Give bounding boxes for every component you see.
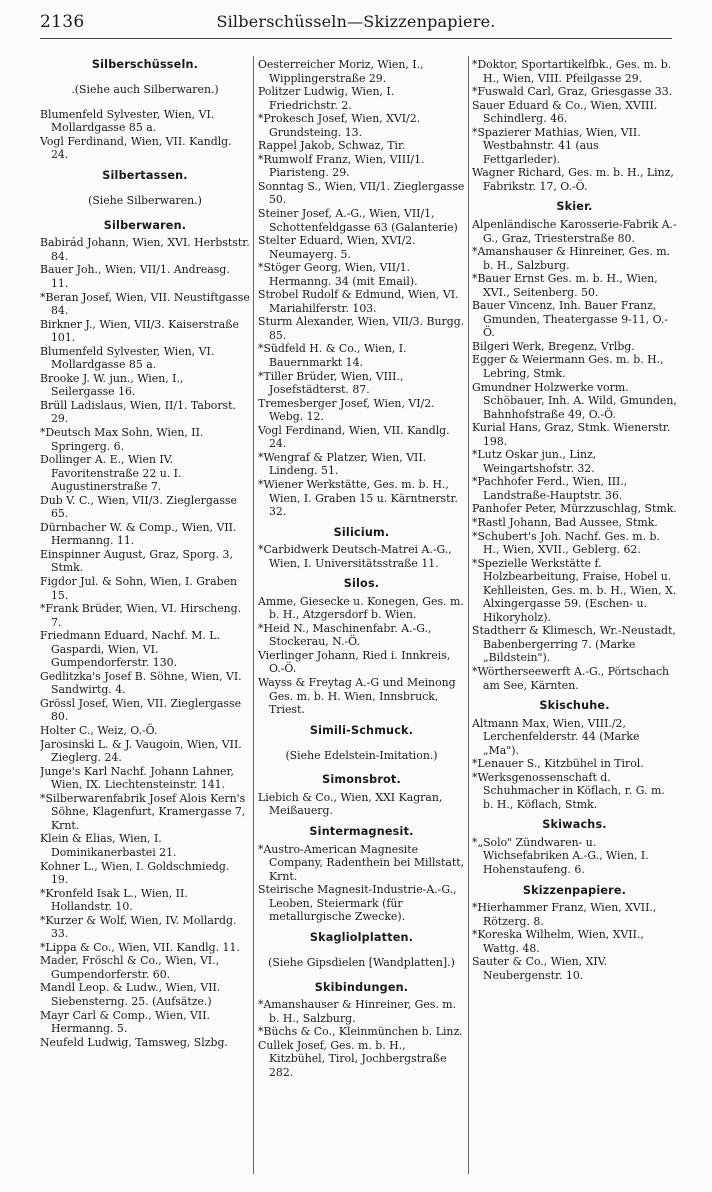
directory-entry: Liebich & Co., Wien, XXI Kagran, Meißauerg.: [258, 790, 443, 818]
section-heading: Skischuhe.: [539, 699, 610, 713]
directory-entry: Holter C., Weiz, O.-Ö.: [40, 724, 158, 738]
column-divider: [253, 56, 254, 1174]
directory-entry: *Lutz Oskar jun., Linz, Weingartshofstr. 32.: [472, 448, 597, 475]
directory-entry: *Beran Josef, Wien, VII. Neustiftgasse 84.: [40, 290, 250, 318]
directory-entry: *Kronfeld Isak L., Wien, II. Hollandstr. 10.: [40, 886, 188, 914]
directory-entry: *Rumwolf Franz, Wien, VIII/1. Piaristeng. 29.: [258, 152, 425, 180]
directory-entry: *Südfeld H. & Co., Wien, I. Bauernmarkt 14.: [258, 342, 407, 370]
directory-entry: Vogl Ferdinand, Wien, VII. Kandlg. 24.: [40, 134, 232, 162]
directory-entry: Klein & Elias, Wien, I. Dominikanerbastei 21.: [40, 832, 177, 859]
section-heading: Skizzenpapiere.: [522, 883, 627, 897]
section-heading: Skibindungen.: [314, 980, 409, 994]
running-title: Silberschüsseln—Skizzenpapiere.: [216, 12, 496, 31]
directory-entry: Babirád Johann, Wien, XVI. Herbststr. 84.: [40, 236, 250, 263]
directory-entry: *Prokesch Josef, Wien, XVI/2. Grundsteing. 13.: [258, 112, 421, 139]
directory-entry: *Wiener Werkstätte, Ges. m. b. H., Wien, I. Graben 15 u. Kärntnerstr. 32.: [258, 477, 458, 519]
column-1: [40, 58, 250, 1178]
directory-entry: Altmann Max, Wien, VIII./2, Lerchenfelderstr. 44 (Marke „Ma").: [472, 716, 640, 757]
directory-entry: *Bauer Ernst Ges. m. b. H., Wien, XVI., Seitenberg. 50.: [472, 272, 658, 299]
directory-entry: *Deutsch Max Sohn, Wien, II. Springerg. 6.: [40, 426, 204, 453]
directory-entry: Panhofer Peter, Mürzzuschlag, Stmk.: [472, 502, 677, 516]
directory-entry: *Silberwarenfabrik Josef Alois Kern's Söhne, Klagenfurt, Kramergasse 7, Krnt.: [40, 791, 246, 832]
section-heading: Simonsbrot.: [322, 773, 401, 787]
cross-reference-note: (Siehe Gipsdielen [Wandplatten].): [268, 956, 455, 970]
directory-entry: *Pachhofer Ferd., Wien, III., Landstraße-Hauptstr. 36.: [472, 475, 628, 502]
cross-reference-note: .(Siehe auch Silberwaren.): [71, 83, 219, 97]
directory-entry: *Frank Brüder, Wien, VI. Hirscheng. 7.: [40, 602, 242, 629]
directory-entry: Rappel Jakob, Schwaz, Tir.: [258, 139, 406, 153]
directory-entry: Politzer Ludwig, Wien, I. Friedrichstr. 2.: [258, 85, 395, 112]
directory-entry: *Spezielle Werkstätte f. Holzbearbeitung, Fraise, Hobel u. Kehlleisten, Ges. m. b. H., Wien, X. Alxingergasse 59. (Eschen- u. Hikoryholz).: [472, 556, 677, 624]
directory-entry: *Amanshauser & Hinreiner, Ges. m. b. H., Salzburg.: [472, 245, 671, 272]
directory-entry: Steiner Josef, A.-G., Wien, VII/1, Schottenfeldgasse 63 (Galanterie): [258, 207, 458, 234]
directory-entry: *Carbidwerk Deutsch-Matrei A.-G., Wien, I. Universitätsstraße 11.: [258, 543, 452, 570]
page-header: [40, 12, 672, 38]
directory-entry: Kurial Hans, Graz, Stmk. Wienerstr. 198.: [472, 421, 671, 448]
section-heading: Silbertassen.: [102, 169, 188, 183]
directory-entry: Dollinger A. E., Wien IV. Favoritenstraße 22 u. I. Augustinerstraße 7.: [40, 453, 182, 494]
directory-entry: *„Solo" Zündwaren- u. Wichsefabriken A.-G., Wien, I. Hohenstaufeng. 6.: [472, 835, 649, 877]
directory-entry: Alpenländische Karosserie-Fabrik A.-G., Graz, Triesterstraße 80.: [472, 217, 677, 245]
directory-entry: *Büchs & Co., Kleinmünchen b. Linz.: [258, 1025, 463, 1039]
directory-entry: *Fuswald Carl, Graz, Griesgasse 33.: [472, 85, 673, 99]
directory-entry: Friedmann Eduard, Nachf. M. L. Gaspardi, Wien, VI. Gumpendorferstr. 130.: [40, 629, 220, 670]
section-heading: Silicium.: [333, 525, 390, 539]
directory-entry: Wagner Richard, Ges. m. b. H., Linz, Fabrikstr. 17, O.-Ö.: [472, 166, 674, 193]
directory-entry: *Amanshauser & Hinreiner, Ges. m. b. H., Salzburg.: [258, 998, 457, 1025]
directory-entry: Bauer Vincenz, Inh. Bauer Franz, Gmunden, Theatergasse 9-11, O.-Ö.: [472, 299, 669, 340]
directory-entry: *Spazierer Mathias, Wien, VII. Westbahnstr. 41 (aus Fettgarleder).: [472, 125, 641, 166]
directory-entry: Oesterreicher Moriz, Wien, I., Wipplingerstraße 29.: [258, 58, 424, 85]
directory-entry: Vierlinger Johann, Ried i. Innkreis, O.-Ö.: [258, 648, 451, 676]
directory-entry: *Werksgenossenschaft d. Schuhmacher in Köflach, r. G. m. b. H., Köflach, Stmk.: [472, 770, 665, 811]
directory-entry: Mandl Leop. & Ludw., Wien, VII. Siebensterng. 25. (Aufsätze.): [40, 981, 221, 1008]
cross-reference-note: (Siehe Edelstein-Imitation.): [285, 749, 438, 762]
section-heading: Simili-Schmuck.: [309, 723, 414, 737]
column-divider: [468, 56, 469, 1174]
directory-entry: Egger & Weiermann Ges. m. b. H., Lebring, Stmk.: [472, 353, 664, 380]
directory-entry: Tremesberger Josef, Wien, VI/2. Webg. 12.: [258, 396, 435, 424]
directory-entry: Mader, Fröschl & Co., Wien, VI., Gumpendorferstr. 60.: [40, 954, 220, 981]
section-heading: Silos.: [343, 577, 380, 591]
directory-entry: Mayr Carl & Comp., Wien, VII. Hermanng. 5.: [40, 1008, 210, 1036]
directory-entry: *Koreska Wilhelm, Wien, XVII., Wattg. 48.: [472, 928, 644, 955]
section-heading: Skagliolplatten.: [309, 930, 414, 944]
directory-entry: Dürnbacher W. & Comp., Wien, VII. Hermanng. 11.: [40, 520, 237, 548]
directory-entry: Stelter Eduard, Wien, XVI/2. Neumayerg. 5.: [258, 234, 416, 261]
directory-entry: *Schubert's Joh. Nachf. Ges. m. b. H., Wien, XVII., Geblerg. 62.: [472, 529, 660, 557]
directory-entry: Strobel Rudolf & Edmund, Wien, VI. Mariahilferstr. 103.: [258, 288, 459, 315]
directory-entry: Stadtherr & Klimesch, Wr.-Neustadt, Babenbergerring 7. (Marke „Bildstein").: [472, 624, 676, 665]
directory-entry: Junge's Karl Nachf. Johann Lahner, Wien, IX. Liechtensteinstr. 141.: [40, 764, 234, 792]
directory-entry: *Wengraf & Platzer, Wien, VII. Lindeng. 51.: [258, 450, 427, 478]
directory-entry: Cullek Josef, Ges. m. b. H., Kitzbühel, Tirol, Jochbergstraße 282.: [258, 1038, 447, 1079]
section-heading: Sintermagnesit.: [309, 825, 414, 839]
directory-entry: Brüll Ladislaus, Wien, II/1. Taborst. 29.: [40, 398, 236, 426]
section-heading: Skier.: [556, 200, 593, 214]
column-3: [472, 58, 677, 1178]
directory-entry: Brooke J. W. jun., Wien, I., Seilergasse 16.: [40, 371, 184, 399]
section-heading: Skiwachs.: [542, 818, 607, 832]
directory-entry: *Kurzer & Wolf, Wien, IV. Mollardg. 33.: [40, 913, 237, 941]
directory-entry: Sturm Alexander, Wien, VII/3. Burgg. 85.: [258, 315, 465, 342]
cross-reference-note: (Siehe Silberwaren.): [88, 194, 202, 208]
directory-entry: Steirische Magnesit-Industrie-A.-G., Leoben, Steiermark (für metallurgische Zwecke).: [258, 883, 457, 924]
column-2: [258, 58, 465, 1178]
directory-entry: *Lenauer S., Kitzbühel in Tirol.: [472, 757, 644, 771]
directory-entry: Bilgeri Werk, Bregenz, Vrlbg.: [472, 339, 635, 353]
directory-entry: Blumenfeld Sylvester, Wien, VI. Mollardgasse 85 a.: [40, 344, 215, 372]
directory-entry: Vogl Ferdinand, Wien, VII. Kandlg. 24.: [258, 423, 450, 451]
directory-entry: *Hierhammer Franz, Wien, XVII., Rötzerg. 8.: [472, 901, 657, 928]
directory-entry: *Heid N., Maschinenfabr. A.-G., Stockerau, N.-Ö.: [258, 621, 432, 649]
directory-entry: Jarosinski L. & J. Vaugoin, Wien, VII. Zieglerg. 24.: [40, 737, 242, 765]
directory-entry: Amme, Giesecke u. Konegen, Ges. m. b. H., Atzgersdorf b. Wien.: [258, 594, 464, 622]
directory-entry: Sauter & Co., Wien, XIV. Neubergenstr. 10.: [472, 955, 608, 982]
directory-entry: *Austro-American Magnesite Company, Radenthein bei Millstatt, Krnt.: [258, 842, 465, 883]
directory-entry: Gedlitzka's Josef B. Söhne, Wien, VI. Sandwirtg. 4.: [40, 669, 242, 697]
header-rule: [40, 38, 672, 39]
directory-entry: Figdor Jul. & Sohn, Wien, I. Graben 15.: [40, 575, 238, 602]
section-heading: Silberwaren.: [103, 218, 187, 232]
directory-entry: Sonntag S., Wien, VII/1. Zieglergasse 50.: [258, 179, 465, 207]
directory-entry: *Rastl Johann, Bad Aussee, Stmk.: [472, 516, 658, 529]
directory-entry: Bauer Joh., Wien, VII/1. Andreasg. 11.: [40, 263, 230, 290]
section-heading: Silberschüsseln.: [91, 58, 199, 71]
directory-entry: Einspinner August, Graz, Sporg. 3, Stmk.: [40, 547, 233, 575]
directory-entry: Dub V. C., Wien, VII/3. Zieglergasse 65.: [40, 493, 237, 521]
directory-entry: *Stöger Georg, Wien, VII/1. Hermanng. 34 (mit Email).: [258, 261, 418, 288]
directory-entry: Sauer Eduard & Co., Wien, XVIII. Schindlerg. 46.: [472, 98, 658, 126]
directory-entry: *Tiller Brüder, Wien, VIII., Josefstädterst. 87.: [258, 369, 404, 397]
directory-entry: Birkner J., Wien, VII/3. Kaiserstraße 101.: [40, 317, 239, 345]
directory-entry: Blumenfeld Sylvester, Wien, VI. Mollardgasse 85 a.: [40, 107, 215, 135]
directory-entry: *Lippa & Co., Wien, VII. Kandlg. 11.: [40, 940, 240, 954]
directory-entry: Grössl Josef, Wien, VII. Zieglergasse 80.: [40, 696, 242, 724]
directory-entry: Neufeld Ludwig, Tamsweg, Slzbg.: [40, 1035, 228, 1049]
directory-entry: Kohner L., Wien, I. Goldschmiedg. 19.: [40, 859, 230, 887]
directory-entry: *Doktor, Sportartikelfbk., Ges. m. b. H., Wien, VIII. Pfeilgasse 29.: [472, 58, 672, 85]
directory-entry: Wayss & Freytag A.-G und Meinong Ges. m. b. H. Wien, Innsbruck, Triest.: [258, 675, 456, 717]
directory-entry: *Wörtherseewerft A.-G., Pörtschach am See, Kärnten.: [472, 665, 670, 692]
page-number: 2136: [40, 12, 85, 32]
directory-entry: Gmundner Holzwerke vorm. Schöbauer, Inh. A. Wild, Gmunden, Bahnhofstraße 49, O.-Ö.: [472, 380, 677, 421]
